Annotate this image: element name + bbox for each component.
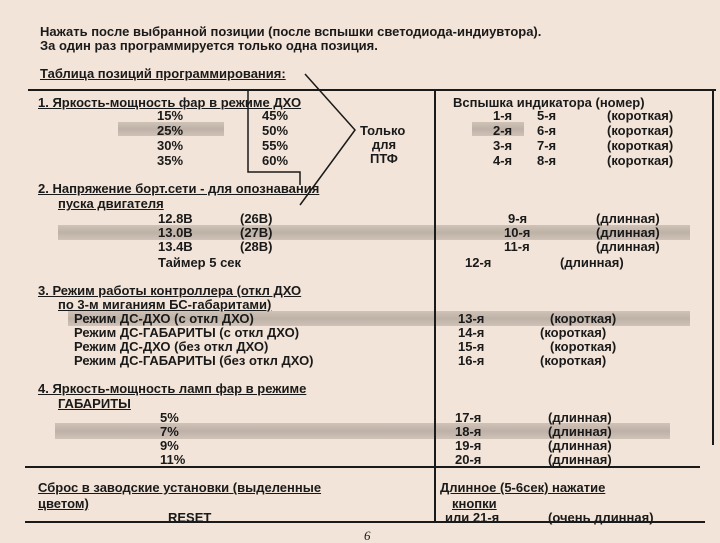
flash-number: 9-я bbox=[508, 211, 528, 226]
flash-type: (длинная) bbox=[596, 225, 660, 240]
parking-brightness-value: 9% bbox=[160, 438, 179, 453]
ptf-note: для bbox=[372, 137, 397, 152]
reset-flash: или 21-я bbox=[445, 510, 500, 525]
brightness-value: 35% bbox=[157, 153, 184, 168]
intro-line-1: Нажать после выбранной позиции (после вспышки светодиода-индиувтора). bbox=[40, 24, 542, 39]
flash-number-alt: 6-я bbox=[537, 123, 557, 138]
voltage-value-24v: (28В) bbox=[240, 239, 273, 254]
parking-brightness-value: 11% bbox=[160, 452, 186, 467]
page-number: 6 bbox=[364, 528, 371, 543]
section-4-title: 4. Яркость-мощность ламп фар в режиме bbox=[38, 381, 307, 396]
section-3-subtitle: по 3-м миганиям БС-габаритами) bbox=[58, 297, 272, 312]
flash-type: (длинная) bbox=[548, 424, 612, 439]
ptf-brightness-value: 50% bbox=[262, 123, 289, 138]
timer-label: Таймер 5 сек bbox=[158, 255, 242, 270]
voltage-value-24v: (27В) bbox=[240, 225, 273, 240]
table-title: Таблица позиций программирования: bbox=[40, 66, 286, 81]
flash-number-alt: 7-я bbox=[537, 138, 557, 153]
flash-type: (короткая) bbox=[607, 153, 674, 168]
section-2-title: 2. Напряжение борт.сети - для опознавания bbox=[38, 181, 320, 196]
flash-type: (короткая) bbox=[540, 353, 607, 368]
brightness-value: 30% bbox=[157, 138, 184, 153]
ptf-note: Только bbox=[360, 123, 406, 138]
flash-number: 2-я bbox=[493, 123, 513, 138]
flash-type: (короткая) bbox=[550, 311, 617, 326]
flash-number: 18-я bbox=[455, 424, 482, 439]
flash-number-alt: 5-я bbox=[537, 108, 557, 123]
mode-option: Режим ДС-ГАБАРИТЫ (с откл ДХО) bbox=[74, 325, 300, 340]
timer-type: (длинная) bbox=[560, 255, 624, 270]
section-2-subtitle: пуска двигателя bbox=[58, 196, 164, 211]
flash-type: (короткая) bbox=[607, 123, 674, 138]
flash-type: (короткая) bbox=[607, 108, 674, 123]
voltage-value-24v: (26В) bbox=[240, 211, 273, 226]
intro-line-2: За один раз программируется только одна позиция. bbox=[40, 38, 378, 53]
flash-number: 20-я bbox=[455, 452, 482, 467]
flash-type: (короткая) bbox=[540, 325, 607, 340]
flash-number-alt: 8-я bbox=[537, 153, 557, 168]
ptf-brightness-value: 45% bbox=[262, 108, 289, 123]
mode-option: Режим ДС-ДХО (без откл ДХО) bbox=[74, 339, 269, 354]
voltage-value: 13.0В bbox=[158, 225, 193, 240]
reset-instruction-2: кнопки bbox=[452, 496, 497, 511]
flash-number: 3-я bbox=[493, 138, 513, 153]
flash-number: 14-я bbox=[458, 325, 485, 340]
reset-label: RESET bbox=[168, 510, 212, 525]
flash-number: 16-я bbox=[458, 353, 485, 368]
flash-type: (длинная) bbox=[548, 438, 612, 453]
section-3-title: 3. Режим работы контроллера (откл ДХО bbox=[38, 283, 302, 298]
brightness-value: 25% bbox=[157, 123, 184, 138]
parking-brightness-value: 7% bbox=[160, 424, 179, 439]
ptf-brightness-value: 55% bbox=[262, 138, 289, 153]
right-header: Вспышка индикатора (номер) bbox=[453, 95, 645, 110]
section-1-title: 1. Яркость-мощность фар в режиме ДХО bbox=[38, 95, 302, 110]
flash-number: 11-я bbox=[504, 239, 530, 254]
parking-brightness-value: 5% bbox=[160, 410, 179, 425]
mode-option: Режим ДС-ГАБАРИТЫ (без откл ДХО) bbox=[74, 353, 314, 368]
timer-flash: 12-я bbox=[465, 255, 492, 270]
flash-type: (короткая) bbox=[550, 339, 617, 354]
reset-desc: Сброс в заводские установки (выделенные bbox=[38, 480, 322, 495]
flash-number: 10-я bbox=[504, 225, 531, 240]
brightness-value: 15% bbox=[157, 108, 184, 123]
voltage-value: 13.4В bbox=[158, 239, 193, 254]
flash-number: 17-я bbox=[455, 410, 482, 425]
flash-number: 15-я bbox=[458, 339, 485, 354]
mode-option: Режим ДС-ДХО (с откл ДХО) bbox=[74, 311, 254, 326]
ptf-note: ПТФ bbox=[370, 151, 398, 166]
flash-number: 13-я bbox=[458, 311, 485, 326]
flash-number: 19-я bbox=[455, 438, 482, 453]
voltage-value: 12.8В bbox=[158, 211, 193, 226]
flash-type: (длинная) bbox=[596, 239, 660, 254]
ptf-brightness-value: 60% bbox=[262, 153, 289, 168]
flash-type: (длинная) bbox=[548, 452, 612, 467]
flash-number: 4-я bbox=[493, 153, 513, 168]
section-4-subtitle: ГАБАРИТЫ bbox=[58, 396, 131, 411]
flash-number: 1-я bbox=[493, 108, 513, 123]
flash-type: (длинная) bbox=[548, 410, 612, 425]
flash-type: (длинная) bbox=[596, 211, 660, 226]
flash-type: (короткая) bbox=[607, 138, 674, 153]
reset-desc-2: цветом) bbox=[38, 496, 89, 511]
reset-instruction: Длинное (5-6сек) нажатие bbox=[440, 480, 606, 495]
reset-type: (очень длинная) bbox=[548, 510, 654, 525]
